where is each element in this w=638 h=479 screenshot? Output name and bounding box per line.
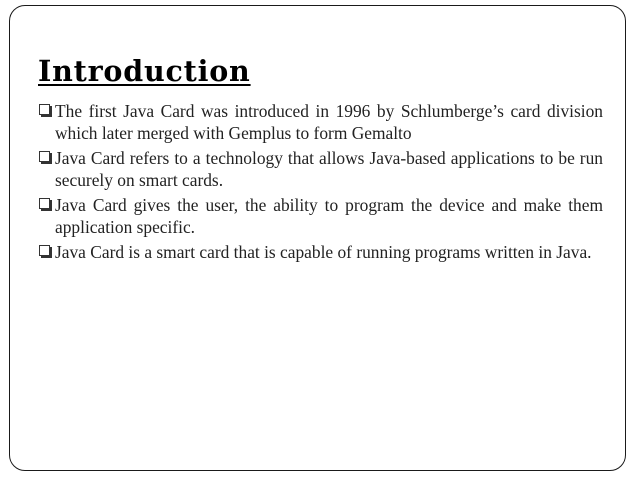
bullet-text: Java Card gives the user, the ability to program the device and make them application specific. [55, 195, 603, 237]
square-bullet-icon [39, 245, 50, 256]
bullet-text: The first Java Card was introduced in 1996 by Schlumberge’s card division which later merged with Gemplus to form Gemalto [55, 101, 603, 143]
bullet-item [38, 147, 603, 191]
bullet-item [38, 241, 603, 263]
square-bullet-icon [39, 151, 50, 162]
bullet-text: Java Card is a smart card that is capable of running programs written in Java. [55, 242, 592, 262]
square-bullet-icon [39, 198, 50, 209]
bullet-item [38, 194, 603, 238]
bullet-item [38, 100, 603, 144]
bullet-list [38, 100, 603, 266]
slide-title: Introduction [38, 54, 251, 88]
square-bullet-icon [39, 104, 50, 115]
bullet-text: Java Card refers to a technology that allows Java-based applications to be run securely on smart cards. [55, 148, 603, 190]
